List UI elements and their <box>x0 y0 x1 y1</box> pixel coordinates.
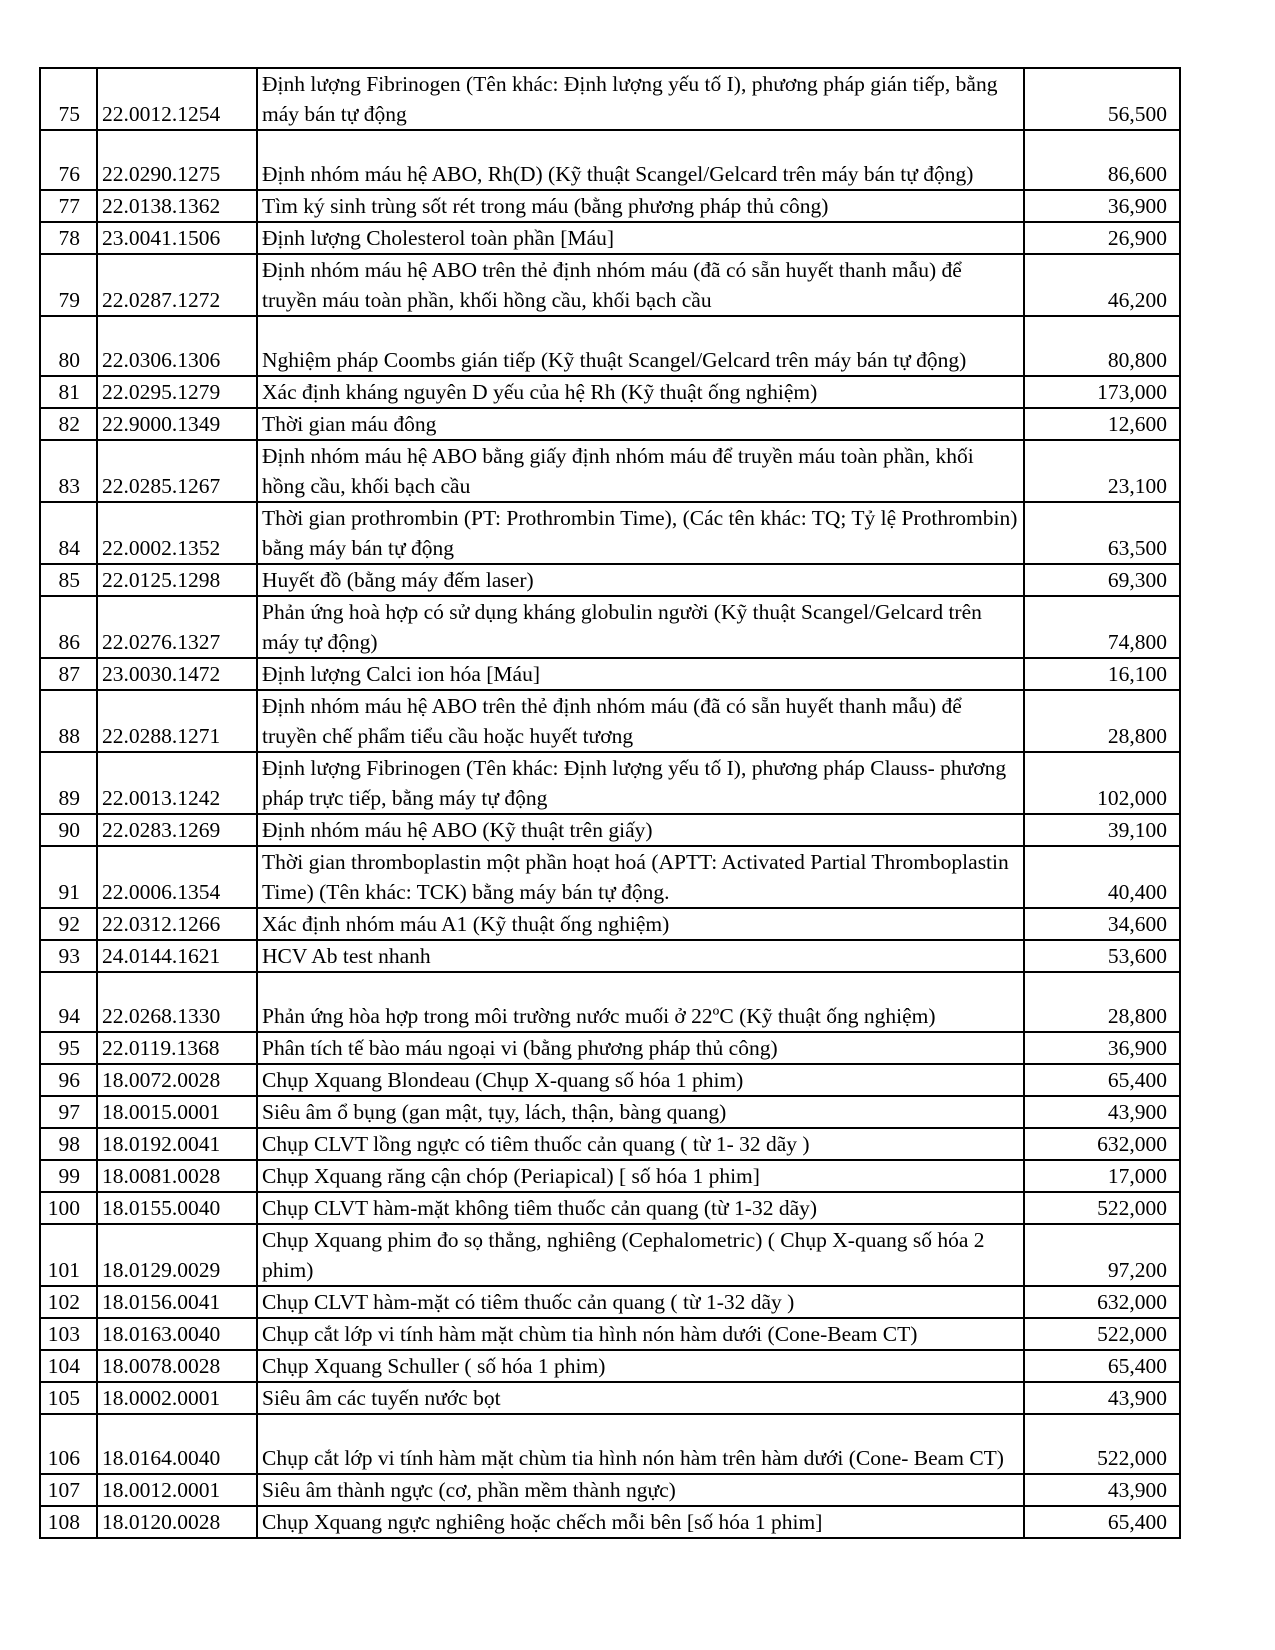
service-code: 22.0012.1254 <box>97 68 257 130</box>
service-code: 22.0138.1362 <box>97 190 257 222</box>
service-code: 22.0306.1306 <box>97 316 257 376</box>
service-code: 18.0129.0029 <box>97 1224 257 1286</box>
row-number: 93 <box>40 940 97 972</box>
table-row <box>40 1382 1180 1414</box>
service-price: 97,200 <box>1024 1224 1180 1286</box>
service-name: Định lượng Cholesterol toàn phần [Máu] <box>257 222 1024 254</box>
service-price: 56,500 <box>1024 68 1180 130</box>
table-row <box>40 1286 1180 1318</box>
row-number: 77 <box>40 190 97 222</box>
row-number: 97 <box>40 1096 97 1128</box>
service-name: Phản ứng hòa hợp trong môi trường nước muối ở 22ºC (Kỹ thuật ống nghiệm) <box>257 972 1024 1032</box>
service-code: 22.9000.1349 <box>97 408 257 440</box>
service-price: 36,900 <box>1024 1032 1180 1064</box>
service-price: 43,900 <box>1024 1096 1180 1128</box>
row-number: 96 <box>40 1064 97 1096</box>
service-name: Định nhóm máu hệ ABO trên thẻ định nhóm máu (đã có sẵn huyết thanh mẫu) để truyền chế phẩm tiểu cầu hoặc huyết tương <box>257 690 1024 752</box>
service-code: 22.0283.1269 <box>97 814 257 846</box>
table-row <box>40 846 1180 908</box>
row-number: 90 <box>40 814 97 846</box>
table-row <box>40 972 1180 1032</box>
table-row <box>40 596 1180 658</box>
service-price: 80,800 <box>1024 316 1180 376</box>
service-price: 28,800 <box>1024 690 1180 752</box>
table-row <box>40 1128 1180 1160</box>
row-number: 91 <box>40 846 97 908</box>
service-code: 18.0002.0001 <box>97 1382 257 1414</box>
service-name: Thời gian thromboplastin một phần hoạt hoá (APTT: Activated Partial Thromboplastin Time) (Tên khác: TCK) bằng máy bán tự động. <box>257 846 1024 908</box>
service-code: 22.0002.1352 <box>97 502 257 564</box>
service-price: 632,000 <box>1024 1286 1180 1318</box>
row-number: 78 <box>40 222 97 254</box>
service-name: Chụp CLVT hàm-mặt có tiêm thuốc cản quang ( từ 1-32 dãy ) <box>257 1286 1024 1318</box>
table-row <box>40 190 1180 222</box>
row-number: 94 <box>40 972 97 1032</box>
service-price: 173,000 <box>1024 376 1180 408</box>
service-price: 65,400 <box>1024 1506 1180 1538</box>
service-code: 22.0119.1368 <box>97 1032 257 1064</box>
service-name: Tìm ký sinh trùng sốt rét trong máu (bằng phương pháp thủ công) <box>257 190 1024 222</box>
price-table <box>39 67 1181 1539</box>
service-code: 22.0290.1275 <box>97 130 257 190</box>
service-code: 22.0288.1271 <box>97 690 257 752</box>
table-row <box>40 658 1180 690</box>
service-price: 53,600 <box>1024 940 1180 972</box>
service-code: 22.0312.1266 <box>97 908 257 940</box>
row-number: 104 <box>40 1350 97 1382</box>
service-name: Định nhóm máu hệ ABO, Rh(D) (Kỹ thuật Scangel/Gelcard trên máy bán tự động) <box>257 130 1024 190</box>
service-name: Nghiệm pháp Coombs gián tiếp (Kỹ thuật Scangel/Gelcard trên máy bán tự động) <box>257 316 1024 376</box>
service-code: 18.0081.0028 <box>97 1160 257 1192</box>
service-price: 16,100 <box>1024 658 1180 690</box>
service-price: 74,800 <box>1024 596 1180 658</box>
row-number: 89 <box>40 752 97 814</box>
row-number: 95 <box>40 1032 97 1064</box>
table-row <box>40 130 1180 190</box>
service-price: 102,000 <box>1024 752 1180 814</box>
row-number: 98 <box>40 1128 97 1160</box>
table-row <box>40 1096 1180 1128</box>
row-number: 75 <box>40 68 97 130</box>
row-number: 102 <box>40 1286 97 1318</box>
service-code: 22.0285.1267 <box>97 440 257 502</box>
service-name: Xác định kháng nguyên D yếu của hệ Rh (Kỹ thuật ống nghiệm) <box>257 376 1024 408</box>
service-name: Huyết đồ (bằng máy đếm laser) <box>257 564 1024 596</box>
table-row <box>40 940 1180 972</box>
service-price: 28,800 <box>1024 972 1180 1032</box>
service-code: 18.0155.0040 <box>97 1192 257 1224</box>
service-code: 24.0144.1621 <box>97 940 257 972</box>
service-price: 632,000 <box>1024 1128 1180 1160</box>
service-name: HCV Ab test nhanh <box>257 940 1024 972</box>
row-number: 83 <box>40 440 97 502</box>
row-number: 86 <box>40 596 97 658</box>
row-number: 88 <box>40 690 97 752</box>
row-number: 76 <box>40 130 97 190</box>
service-name: Chụp Xquang Blondeau (Chụp X-quang số hóa 1 phim) <box>257 1064 1024 1096</box>
service-price: 17,000 <box>1024 1160 1180 1192</box>
service-name: Chụp CLVT hàm-mặt không tiêm thuốc cản quang (từ 1-32 dãy) <box>257 1192 1024 1224</box>
table-row <box>40 1350 1180 1382</box>
table-row <box>40 1506 1180 1538</box>
table-row <box>40 1192 1180 1224</box>
service-code: 23.0041.1506 <box>97 222 257 254</box>
row-number: 105 <box>40 1382 97 1414</box>
service-code: 22.0268.1330 <box>97 972 257 1032</box>
table-row <box>40 564 1180 596</box>
row-number: 84 <box>40 502 97 564</box>
table-row <box>40 68 1180 130</box>
service-name: Thời gian máu đông <box>257 408 1024 440</box>
service-code: 22.0295.1279 <box>97 376 257 408</box>
table-row <box>40 1414 1180 1474</box>
service-name: Xác định nhóm máu A1 (Kỹ thuật ống nghiệm) <box>257 908 1024 940</box>
service-name: Siêu âm thành ngực (cơ, phần mềm thành ngực) <box>257 1474 1024 1506</box>
service-code: 18.0072.0028 <box>97 1064 257 1096</box>
service-name: Định lượng Fibrinogen (Tên khác: Định lượng yếu tố I), phương pháp gián tiếp, bằng máy bán tự động <box>257 68 1024 130</box>
service-code: 23.0030.1472 <box>97 658 257 690</box>
service-name: Chụp Xquang ngực nghiêng hoặc chếch mỗi bên [số hóa 1 phim] <box>257 1506 1024 1538</box>
service-code: 18.0156.0041 <box>97 1286 257 1318</box>
table-row <box>40 752 1180 814</box>
table-row <box>40 908 1180 940</box>
row-number: 100 <box>40 1192 97 1224</box>
table-row <box>40 1032 1180 1064</box>
table-row <box>40 316 1180 376</box>
service-price: 43,900 <box>1024 1382 1180 1414</box>
service-name: Siêu âm các tuyến nước bọt <box>257 1382 1024 1414</box>
service-price: 26,900 <box>1024 222 1180 254</box>
table-row <box>40 1064 1180 1096</box>
service-name: Định lượng Fibrinogen (Tên khác: Định lượng yếu tố I), phương pháp Clauss- phương pháp trực tiếp, bằng máy tự động <box>257 752 1024 814</box>
row-number: 82 <box>40 408 97 440</box>
row-number: 108 <box>40 1506 97 1538</box>
service-price: 63,500 <box>1024 502 1180 564</box>
table-row <box>40 502 1180 564</box>
service-code: 22.0013.1242 <box>97 752 257 814</box>
service-code: 18.0164.0040 <box>97 1414 257 1474</box>
row-number: 81 <box>40 376 97 408</box>
service-code: 18.0015.0001 <box>97 1096 257 1128</box>
row-number: 106 <box>40 1414 97 1474</box>
service-price: 34,600 <box>1024 908 1180 940</box>
service-price: 23,100 <box>1024 440 1180 502</box>
service-name: Chụp Xquang phim đo sọ thẳng, nghiêng (Cephalometric) ( Chụp X-quang số hóa 2 phim) <box>257 1224 1024 1286</box>
service-name: Phân tích tế bào máu ngoại vi (bằng phương pháp thủ công) <box>257 1032 1024 1064</box>
service-name: Định nhóm máu hệ ABO trên thẻ định nhóm máu (đã có sẵn huyết thanh mẫu) để truyền máu toàn phần, khối hồng cầu, khối bạch cầu <box>257 254 1024 316</box>
service-code: 22.0125.1298 <box>97 564 257 596</box>
service-name: Định lượng Calci ion hóa [Máu] <box>257 658 1024 690</box>
row-number: 101 <box>40 1224 97 1286</box>
service-code: 18.0078.0028 <box>97 1350 257 1382</box>
table-row <box>40 440 1180 502</box>
table-row <box>40 1474 1180 1506</box>
table-row <box>40 1224 1180 1286</box>
service-name: Thời gian prothrombin (PT: Prothrombin Time), (Các tên khác: TQ; Tỷ lệ Prothrombin) bằng máy bán tự động <box>257 502 1024 564</box>
table-row <box>40 376 1180 408</box>
service-code: 22.0287.1272 <box>97 254 257 316</box>
service-name: Chụp Xquang Schuller ( số hóa 1 phim) <box>257 1350 1024 1382</box>
service-price: 522,000 <box>1024 1414 1180 1474</box>
service-code: 18.0120.0028 <box>97 1506 257 1538</box>
service-code: 18.0163.0040 <box>97 1318 257 1350</box>
service-name: Phản ứng hoà hợp có sử dụng kháng globulin người (Kỹ thuật Scangel/Gelcard trên máy tự động) <box>257 596 1024 658</box>
row-number: 80 <box>40 316 97 376</box>
service-price: 39,100 <box>1024 814 1180 846</box>
table-row <box>40 690 1180 752</box>
service-name: Chụp Xquang răng cận chóp (Periapical) [ số hóa 1 phim] <box>257 1160 1024 1192</box>
service-code: 18.0012.0001 <box>97 1474 257 1506</box>
service-price: 522,000 <box>1024 1318 1180 1350</box>
row-number: 85 <box>40 564 97 596</box>
service-price: 522,000 <box>1024 1192 1180 1224</box>
service-name: Siêu âm ổ bụng (gan mật, tụy, lách, thận, bàng quang) <box>257 1096 1024 1128</box>
table-body <box>40 68 1180 1538</box>
table-row <box>40 254 1180 316</box>
row-number: 79 <box>40 254 97 316</box>
service-name: Chụp cắt lớp vi tính hàm mặt chùm tia hình nón hàm dưới (Cone-Beam CT) <box>257 1318 1024 1350</box>
service-code: 18.0192.0041 <box>97 1128 257 1160</box>
row-number: 103 <box>40 1318 97 1350</box>
table-row <box>40 408 1180 440</box>
table-row <box>40 814 1180 846</box>
row-number: 107 <box>40 1474 97 1506</box>
service-price: 65,400 <box>1024 1350 1180 1382</box>
table-row <box>40 1318 1180 1350</box>
service-name: Chụp cắt lớp vi tính hàm mặt chùm tia hình nón hàm trên hàm dưới (Cone- Beam CT) <box>257 1414 1024 1474</box>
service-price: 69,300 <box>1024 564 1180 596</box>
service-price: 43,900 <box>1024 1474 1180 1506</box>
table-row <box>40 1160 1180 1192</box>
service-price: 36,900 <box>1024 190 1180 222</box>
service-code: 22.0006.1354 <box>97 846 257 908</box>
service-price: 12,600 <box>1024 408 1180 440</box>
service-price: 40,400 <box>1024 846 1180 908</box>
service-name: Định nhóm máu hệ ABO bằng giấy định nhóm máu để truyền máu toàn phần, khối hồng cầu, khối bạch cầu <box>257 440 1024 502</box>
row-number: 87 <box>40 658 97 690</box>
row-number: 99 <box>40 1160 97 1192</box>
row-number: 92 <box>40 908 97 940</box>
table-row <box>40 222 1180 254</box>
service-code: 22.0276.1327 <box>97 596 257 658</box>
service-price: 46,200 <box>1024 254 1180 316</box>
service-price: 86,600 <box>1024 130 1180 190</box>
service-price: 65,400 <box>1024 1064 1180 1096</box>
service-name: Định nhóm máu hệ ABO (Kỹ thuật trên giấy) <box>257 814 1024 846</box>
service-name: Chụp CLVT lồng ngực có tiêm thuốc cản quang ( từ 1- 32 dãy ) <box>257 1128 1024 1160</box>
